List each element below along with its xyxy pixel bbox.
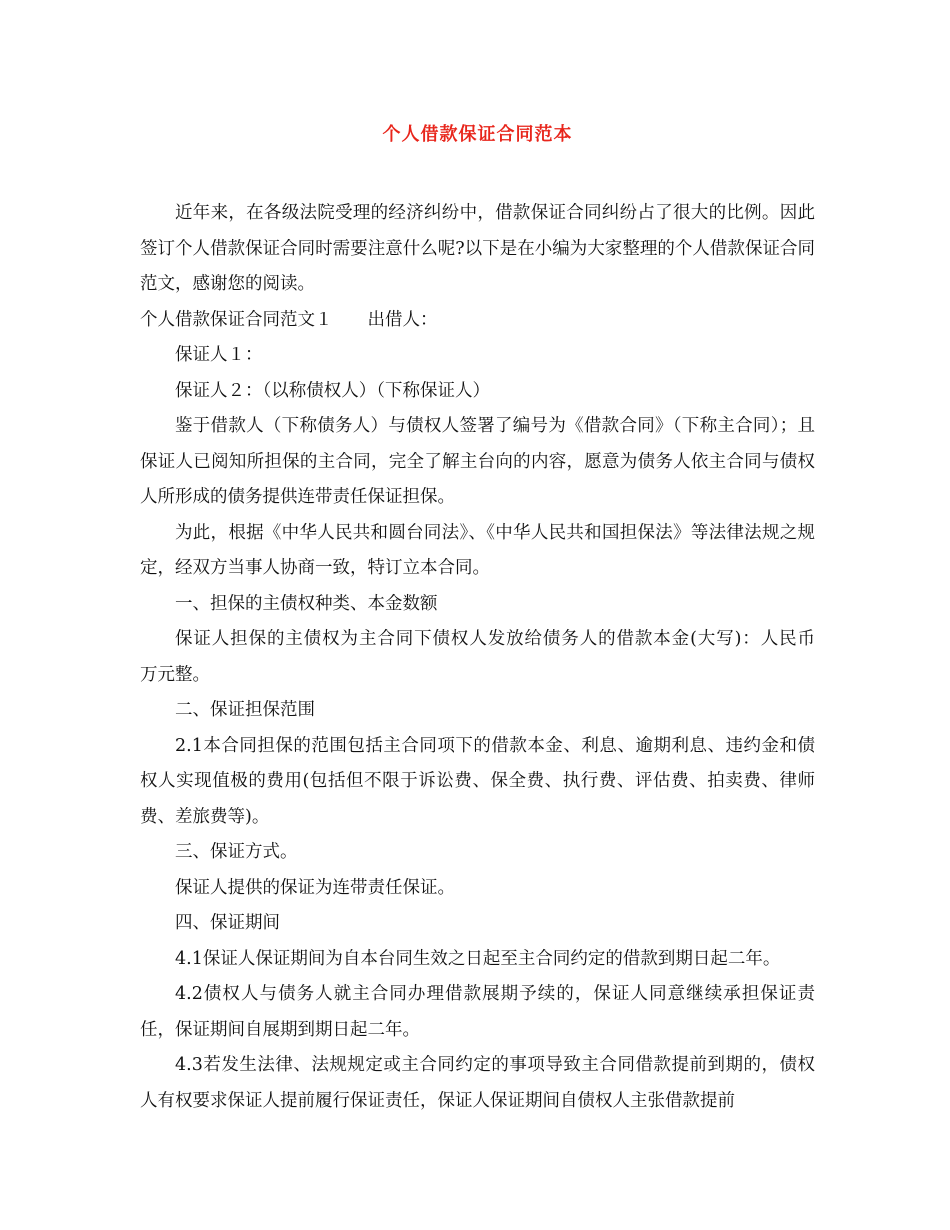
section-heading-4: 四、保证期间 [175, 913, 280, 933]
paragraph-principal: 保证人担保的主债权为主合同下债权人发放给债务人的借款本金(大写)：人民币 万元整。 [140, 629, 833, 685]
document-title: 个人借款保证合同范本 [382, 124, 573, 145]
document-page [140, 118, 833, 1119]
paragraph-intro: 近年来，在各级法院受理的经济纠纷中，借款保证合同纠纷占了很大的比例。因此签订个人借款保证合同时需要注意什么呢?以下是在小编为大家整理的个人借款保证合同范文，感谢您的阅读。 [140, 203, 815, 294]
paragraph-whereas: 鉴于借款人（下称债务人）与债权人签署了编号为《借款合同》（下称主合同）；且保证人已阅知所担保的主合同，完全了解主台向的内容，愿意为债务人依主合同与债权人所形成的债务提供连带责任保证担保。 [140, 416, 815, 507]
clause-4-2: 4.2债权人与债务人就主合同办理借款展期予续的，保证人同意继续承担保证责任，保证期间自展期到期日起二年。 [140, 984, 815, 1040]
paragraph-sample-heading: 个人借款保证合同范文１ 出借人： [140, 309, 438, 330]
paragraph-guarantor-1: 保证人１： [175, 345, 263, 365]
clause-2-1: 2.1本合同担保的范围包括主合同项下的借款本金、利息、逾期利息、违约金和债权人实现值极的费用(包括但不限于诉讼费、保全费、执行费、评估费、拍卖费、律师费、差旅费等)。 [140, 735, 815, 827]
paragraph-guarantee-type: 保证人提供的保证为连带责任保证。 [175, 877, 455, 898]
document-body [140, 196, 833, 1119]
clause-4-1: 4.1保证人保证期间为自本台同生效之日起至主合同约定的借款到期日起二年。 [175, 948, 781, 969]
section-heading-1: 一、担保的主债权种类、本金数额 [175, 593, 438, 614]
paragraph-basis: 为此，根据《中华人民共和圆台同法》、《中华人民共和国担保法》等法律法规之规定，经双方当事人协商一致，特订立本合同。 [140, 522, 815, 578]
clause-4-3: 4.3若发生法律、法规规定或主合同约定的事项导致主合同借款提前到期的，债权人有权要求保证人提前履行保证责任，保证人保证期间自债权人主张借款提前 [140, 1055, 815, 1111]
section-heading-3: 三、保证方式。 [175, 842, 298, 862]
section-heading-2: 二、保证担保范围 [175, 700, 315, 720]
paragraph-guarantor-2: 保证人２：（以称债权人）（下称保证人） [175, 380, 490, 401]
